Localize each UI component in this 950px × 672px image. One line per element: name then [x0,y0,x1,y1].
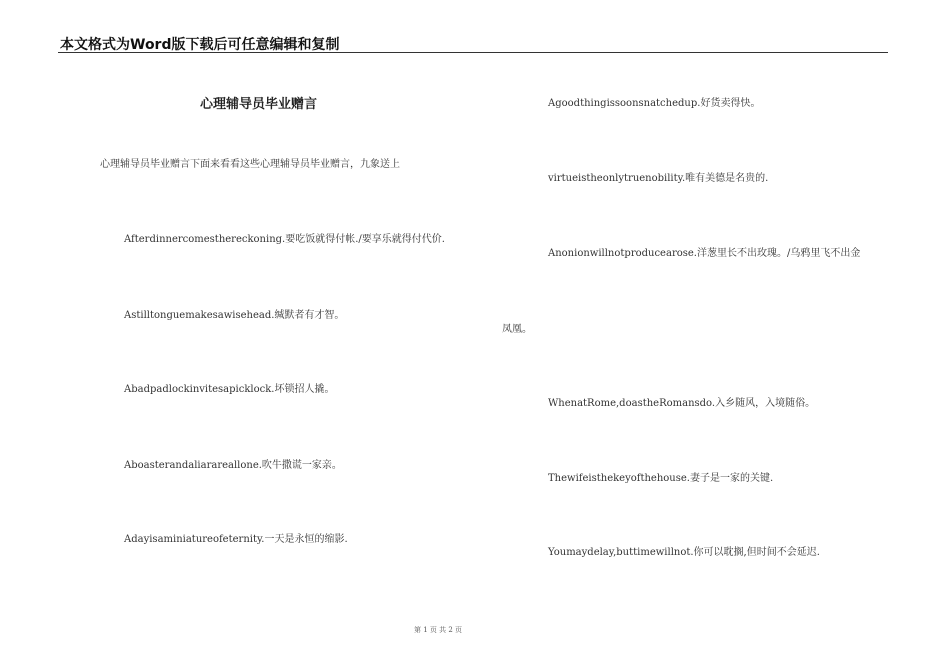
proverb-line-continuation: 凤凰。 [502,324,532,335]
proverb-line: Abadpadlockinvitesapicklock.坏锁招人撬。 [124,384,335,395]
document-title: 心理辅导员毕业赠言 [200,97,318,112]
proverb-line: Thewifeisthekeyofthehouse.妻子是一家的关键. [548,473,774,484]
proverb-line: WhenatRome,doastheRomansdo.入乡随风，入境随俗。 [548,398,816,409]
header-divider [58,52,888,53]
proverb-line: Anonionwillnotproducearose.洋葱里长不出玫瑰。/乌鸦里飞不出金 [548,248,861,259]
proverb-line: Adayisaminiatureofeternity.一天是永恒的缩影. [124,534,348,545]
proverb-line: Astilltonguemakesawisehead.缄默者有才智。 [124,310,345,321]
proverb-line: virtueistheonlytruenobility.唯有美德是名贵的. [548,173,769,184]
proverb-line: Agoodthingissoonsnatchedup.好货卖得快。 [548,98,761,109]
proverb-line: Afterdinnercomesthereckoning.要吃饭就得付帐./要享乐就得付代价. [124,234,445,245]
proverb-line: Aboasterandaliarareallone.吹牛撒谎一家亲。 [124,460,342,471]
document-header: 本文格式为Word版下载后可任意编辑和复制 [60,37,340,53]
proverb-line: Youmaydelay,buttimewillnot.你可以耽搁,但时间不会延迟. [548,547,820,558]
page-number: 第 1 页 共 2 页 [414,626,463,634]
intro-paragraph: 心理辅导员毕业赠言下面来看看这些心理辅导员毕业赠言，九象送上 [100,159,400,170]
